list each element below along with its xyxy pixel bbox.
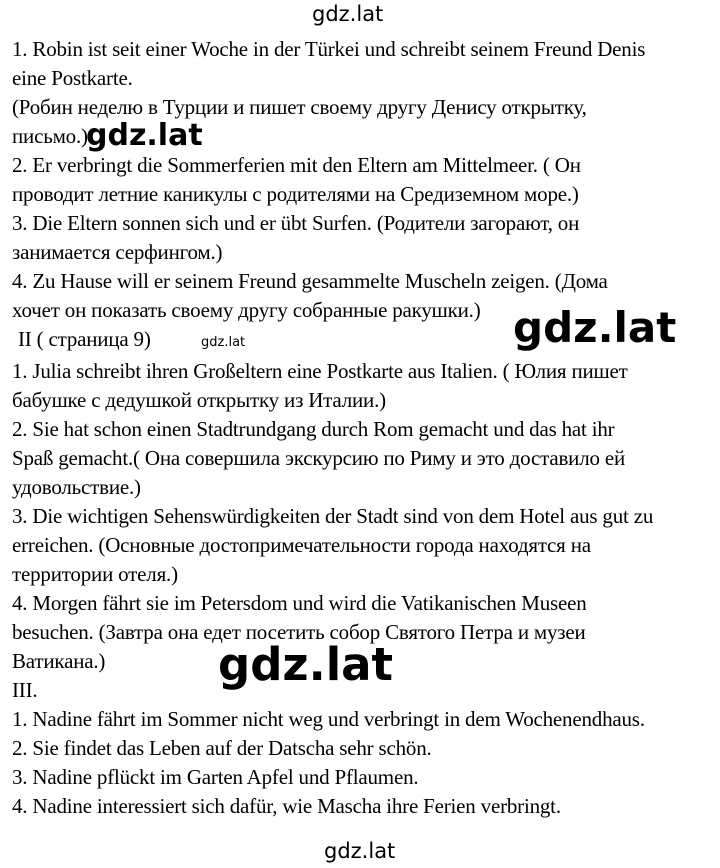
watermark: gdz.lat [218, 638, 394, 691]
text-line: eine Postkarte. [12, 66, 133, 90]
text-line: хочет он показать своему другу собранные ракушки.) [12, 298, 481, 322]
section-heading: II ( страница 9) [18, 327, 151, 351]
text-line: 4. Zu Hause will er seinem Freund gesammelte Muscheln zeigen. (Дома [12, 269, 608, 293]
text-line: (Робин неделю в Турции и пишет своему другу Денису открытку, [12, 95, 587, 119]
watermark-bottom: gdz.lat [324, 839, 396, 863]
text-line: проводит летние каникулы с родителями на Средиземном море.) [12, 182, 579, 206]
watermark-top: gdz.lat [312, 2, 384, 26]
text-line: удовольствие.) [12, 475, 141, 499]
text-line: 4. Nadine interessiert sich dafür, wie Mascha ihre Ferien verbringt. [12, 794, 561, 818]
section-heading: III. [12, 678, 38, 702]
watermark: gdz.lat [513, 303, 677, 352]
text-line: 3. Die wichtigen Sehenswürdigkeiten der Stadt sind von dem Hotel aus gut zu [12, 504, 654, 528]
text-line: Spaß gemacht.( Она совершила экскурсию по Риму и это доставило ей [12, 446, 625, 470]
text-line: 1. Robin ist seit einer Woche in der Türkei und schreibt seinem Freund Denis [12, 37, 646, 61]
text-line: 3. Die Eltern sonnen sich und er übt Surfen. (Родители загорают, он [12, 211, 580, 235]
text-line: 4. Morgen fährt sie im Petersdom und wird die Vatikanischen Museen [12, 591, 587, 615]
text-line: письмо.) [12, 124, 88, 148]
text-line: 2. Sie hat schon einen Stadtrundgang durch Rom gemacht und das hat ihr [12, 417, 615, 441]
text-line: Ватикана.) [12, 649, 106, 673]
text-line: бабушке с дедушкой открытку из Италии.) [12, 388, 386, 412]
text-line: 1. Nadine fährt im Sommer nicht weg und verbringt in dem Wochenendhaus. [12, 707, 645, 731]
text-line: 2. Er verbringt die Sommerferien mit den Eltern am Mittelmeer. ( Он [12, 153, 581, 177]
watermark: gdz.lat [86, 118, 203, 153]
text-line: 2. Sie findet das Leben auf der Datscha sehr schön. [12, 736, 432, 760]
text-line: erreichen. (Основные достопримечательности города находятся на [12, 533, 591, 557]
text-line: 1. Julia schreibt ihren Großeltern eine Postkarte aus Italien. ( Юлия пишет [12, 359, 628, 383]
text-line: занимается серфингом.) [12, 240, 223, 264]
text-line: территории отеля.) [12, 562, 178, 586]
watermark: gdz.lat [201, 335, 246, 350]
text-line: besuchen. (Завтра она едет посетить собор Святого Петра и музеи [12, 620, 586, 644]
text-line: 3. Nadine pflückt im Garten Apfel und Pflaumen. [12, 765, 419, 789]
